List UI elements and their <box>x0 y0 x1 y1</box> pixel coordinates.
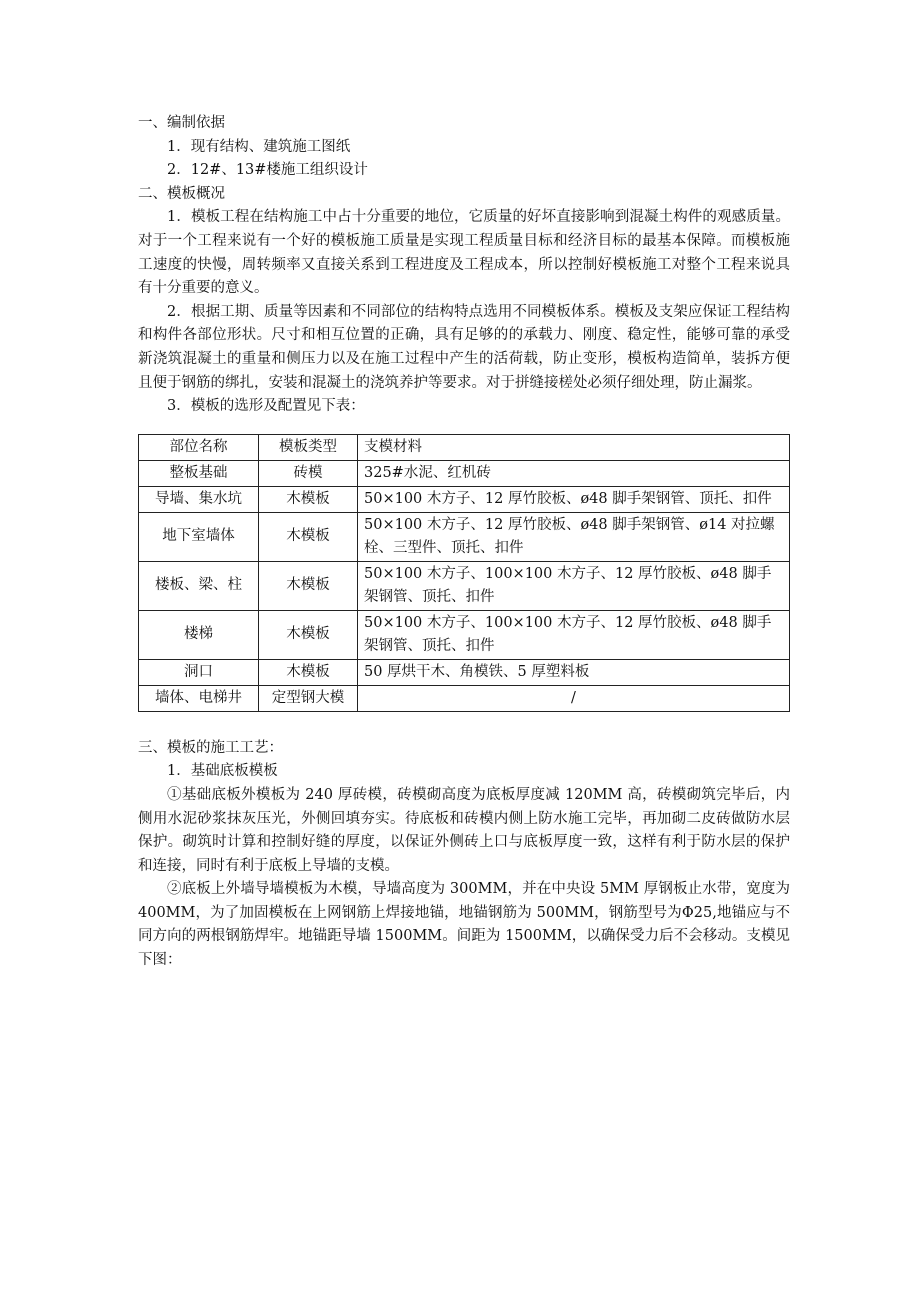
section-3-subtitle: 1．基础底板模板 <box>167 763 278 780</box>
table-cell: 50×100 木方子、12 厚竹胶板、ø48 脚手架钢管、顶托、扣件 <box>358 486 790 512</box>
section-3-title: 三、模板的施工工艺： <box>138 739 283 756</box>
table-cell: 木模板 <box>259 486 358 512</box>
table-cell: 325#水泥、红机砖 <box>358 460 790 486</box>
section-2-paragraph-1: 1．模板工程在结构施工中占十分重要的地位，它质量的好坏直接影响到混凝土构件的观感质量。对于一个工程来说有一个好的模板施工质量是实现工程质量目标和经济目标的最基本保障。而模板施工速度的快慢，周转频率又直接关系到工程进度及工程成本，所以控制好模板施工对整个工程来说具有十分重要的意义。 <box>138 209 790 297</box>
table-cell: 定型钢大模 <box>259 685 358 711</box>
table-header-cell: 部位名称 <box>139 434 259 460</box>
section-3-paragraph-1: ①基础底板外模板为 240 厚砖模，砖模砌高度为底板厚度减 120MM 高，砖模砌筑完毕后，内侧用水泥砂浆抹灰压光，外侧回填夯实。待底板和砖模内侧上防水施工完毕，再加砌二皮砖做防水层保护。砌筑时计算和控制好缝的厚度，以保证外侧砖上口与底板厚度一致，这样有利于防水层的保护和连接，同时有利于底板上导墙的支模。 <box>138 786 790 874</box>
table-header-cell: 模板类型 <box>259 434 358 460</box>
table-cell: 木模板 <box>259 659 358 685</box>
table-cell: 木模板 <box>259 610 358 659</box>
table-row <box>139 685 790 711</box>
section-1-item-2: 2．12#、13#楼施工组织设计 <box>167 162 368 179</box>
table-row <box>139 460 790 486</box>
spacer <box>138 712 790 737</box>
table-cell: 整板基础 <box>139 460 259 486</box>
table-cell: 木模板 <box>259 512 358 561</box>
section-2-paragraph-3: 3．模板的选形及配置见下表： <box>167 398 365 415</box>
table-cell: 50×100 木方子、100×100 木方子、12 厚竹胶板、ø48 脚手架钢管、顶托、扣件 <box>358 561 790 610</box>
table-cell: 墙体、电梯井 <box>139 685 259 711</box>
table-row <box>139 512 790 561</box>
table-row <box>139 659 790 685</box>
table-row <box>139 561 790 610</box>
section-1-item-1: 1．现有结构、建筑施工图纸 <box>167 138 351 155</box>
table-cell: 导墙、集水坑 <box>139 486 259 512</box>
table-cell: 地下室墙体 <box>139 512 259 561</box>
table-cell: 50×100 木方子、12 厚竹胶板、ø48 脚手架钢管、ø14 对拉螺栓、三型件、顶托、扣件 <box>358 512 790 561</box>
table-cell: 50 厚烘干木、角模铁、5 厚塑料板 <box>358 659 790 685</box>
table-cell: 砖模 <box>259 460 358 486</box>
table-cell: 楼梯 <box>139 610 259 659</box>
table-header-cell: 支模材料 <box>358 434 790 460</box>
section-2-title: 二、模板概况 <box>138 185 225 202</box>
table-cell: 50×100 木方子、100×100 木方子、12 厚竹胶板、ø48 脚手架钢管、顶托、扣件 <box>358 610 790 659</box>
section-1-title: 一、编制依据 <box>138 115 225 131</box>
section-2-paragraph-2: 2．根据工期、质量等因素和不同部位的结构特点选用不同模板体系。模板及支架应保证工程结构和构件各部位形状。尺寸和相互位置的正确，具有足够的的承载力、刚度、稳定性，能够可靠的承受新浇筑混凝土的重量和侧压力以及在施工过程中产生的活荷载，防止变形，模板构造简单，装拆方便且便于钢筋的绑扎，安装和混凝土的浇筑养护等要求。对于拼缝接槎处必须仔细处理，防止漏浆。 <box>138 303 790 391</box>
section-3-paragraph-2: ②底板上外墙导墙模板为木模，导墙高度为 300MM，并在中央设 5MM 厚钢板止水带，宽度为 400MM，为了加固模板在上网钢筋上焊接地锚，地锚钢筋为 500MM，钢筋型号为Φ25,地锚应与不同方向的两根钢筋焊牢。地锚距导墙 1500MM。间距为 1500MM，以确保受力后不会移动。支模见下图： <box>138 881 790 969</box>
document-page <box>138 112 790 973</box>
formwork-table <box>138 434 790 712</box>
table-header-row <box>139 434 790 460</box>
table-row <box>139 486 790 512</box>
table-cell: / <box>358 685 790 711</box>
table-cell: 楼板、梁、柱 <box>139 561 259 610</box>
table-cell: 洞口 <box>139 659 259 685</box>
table-cell: 木模板 <box>259 561 358 610</box>
table-row <box>139 610 790 659</box>
